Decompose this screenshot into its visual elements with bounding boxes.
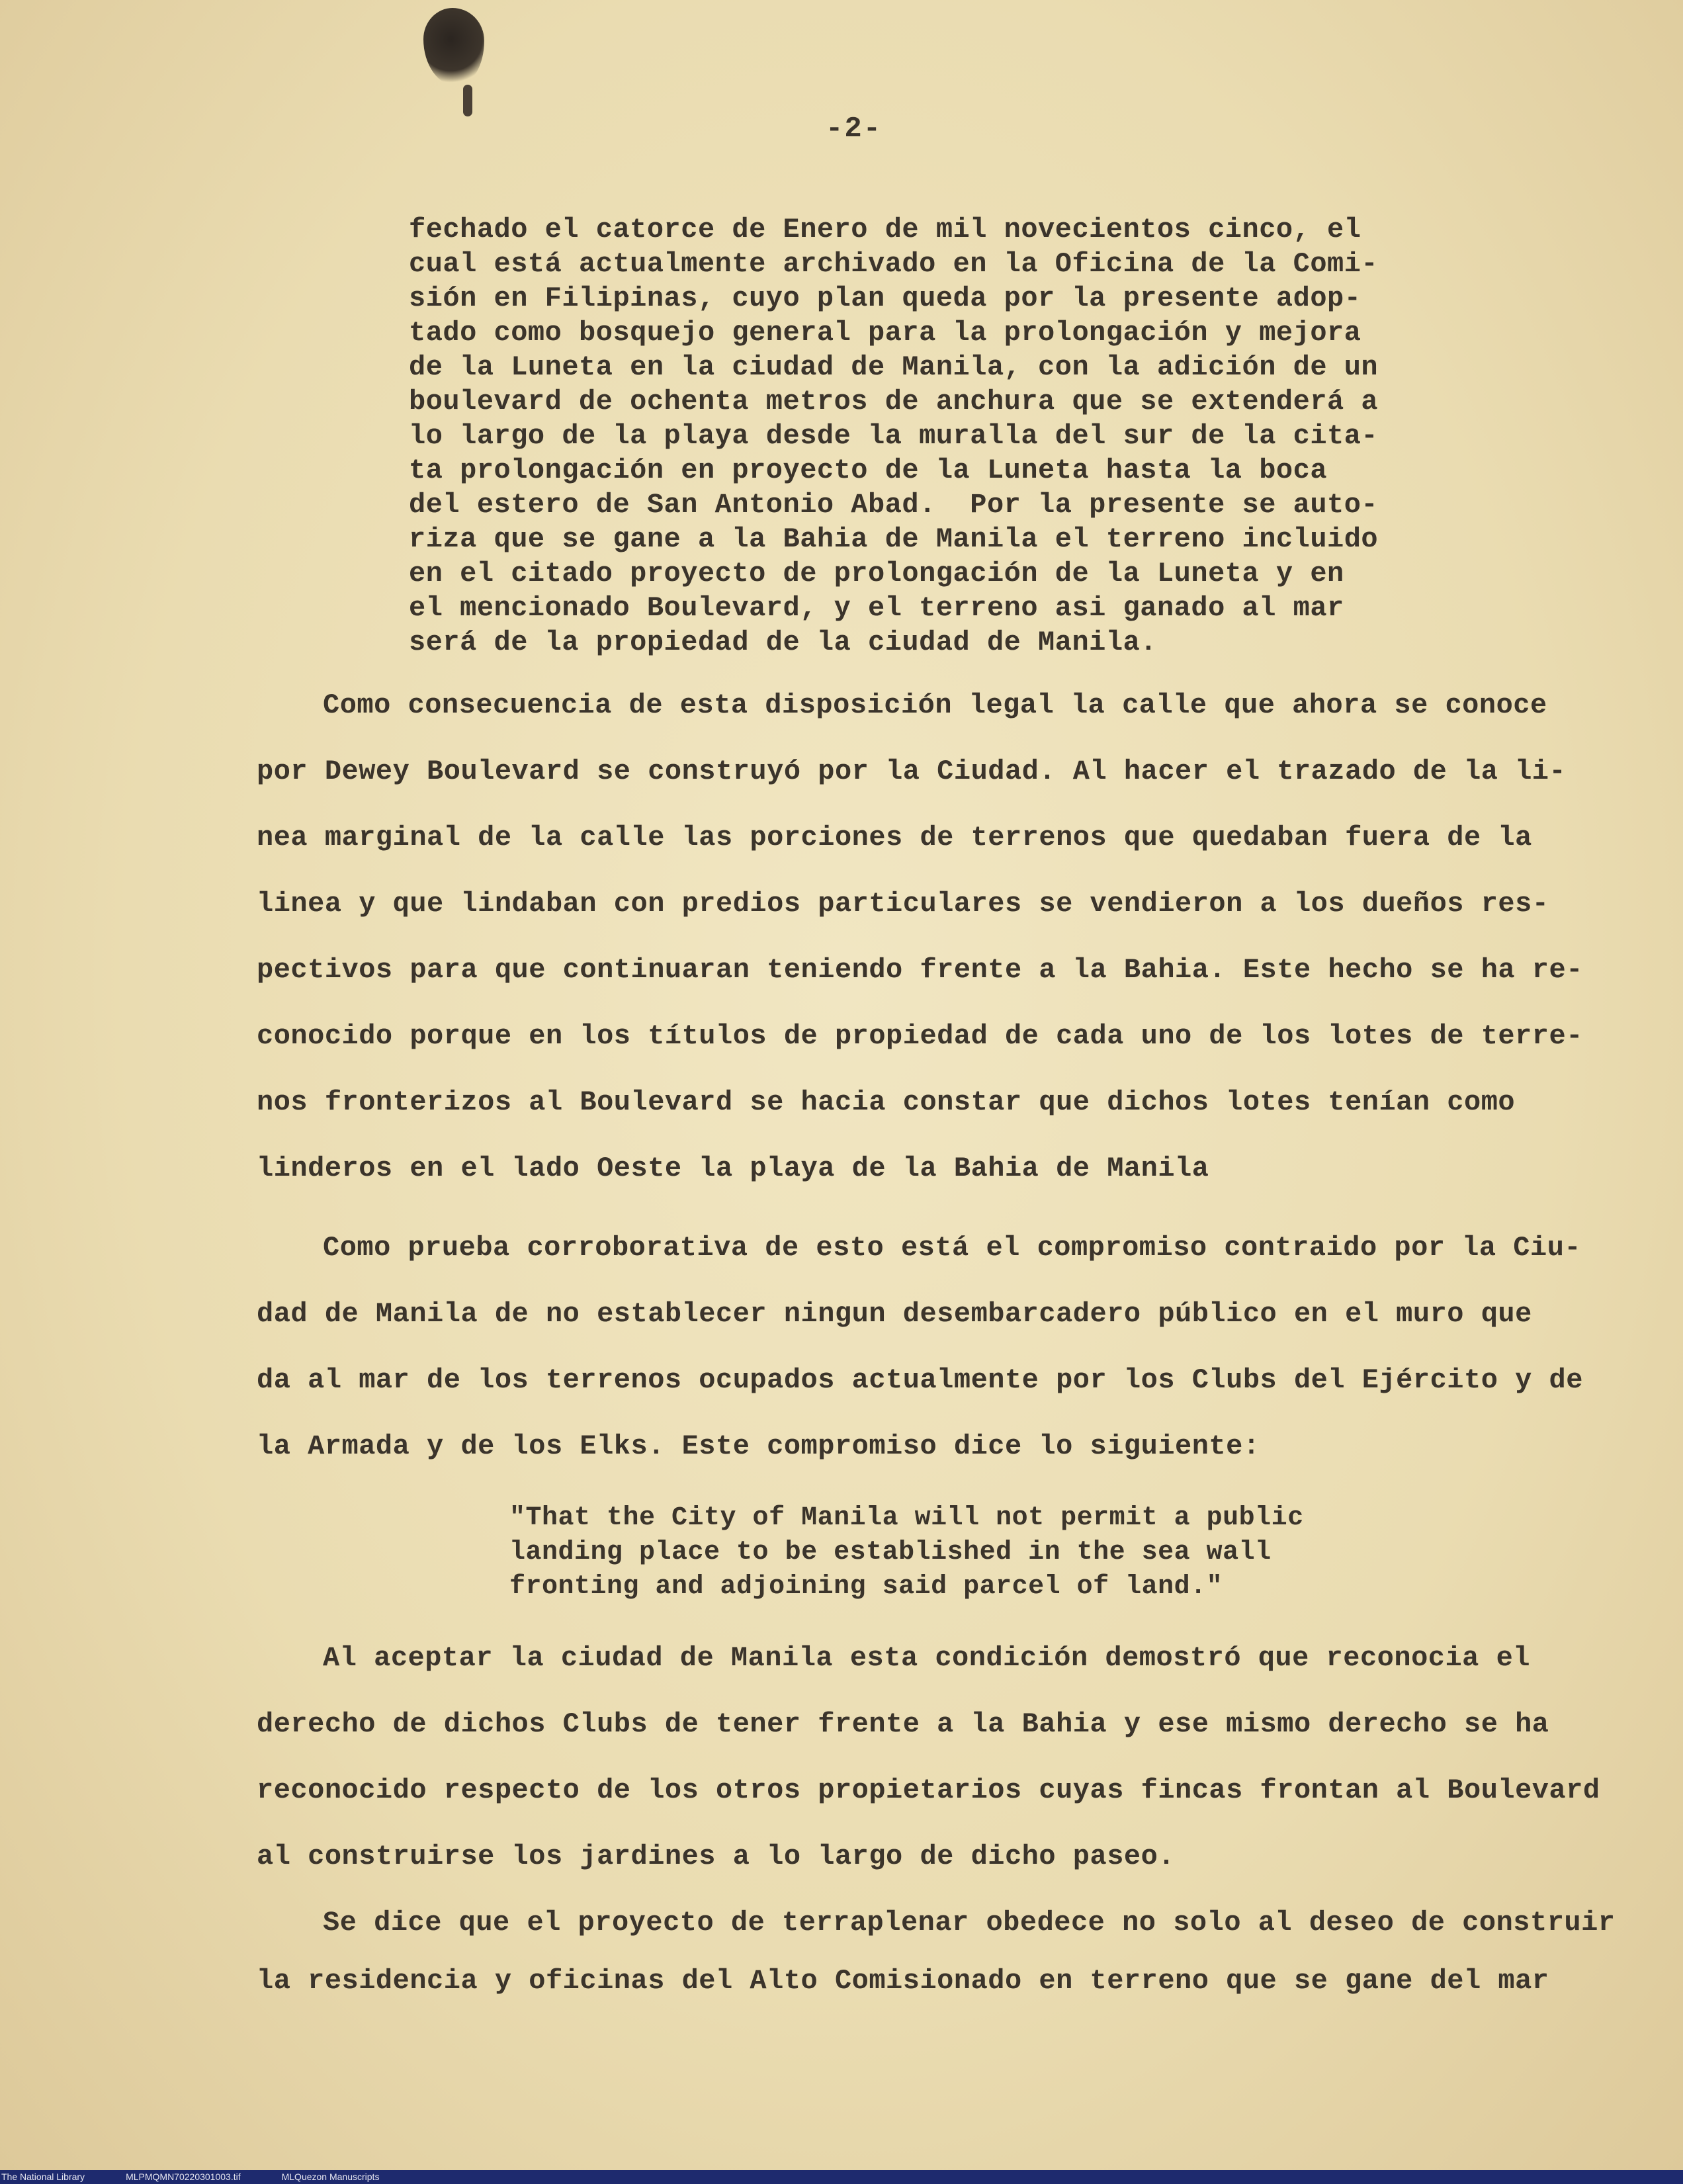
block-line: tado como bosquejo general para la prolongación y mejora bbox=[409, 317, 1361, 349]
ink-drip bbox=[463, 85, 472, 116]
collection-name: MLQuezon Manuscripts bbox=[281, 2171, 380, 2182]
paragraph-line: Como prueba corroborativa de esto está el compromiso contraido por la Ciu- bbox=[323, 1232, 1582, 1264]
paragraph-line: linea y que lindaban con predios particulares se vendieron a los dueños res- bbox=[257, 888, 1549, 920]
paragraph-line: Se dice que el proyecto de terraplenar obedece no solo al deseo de construir bbox=[323, 1907, 1616, 1939]
paragraph-line: la residencia y oficinas del Alto Comisionado en terreno que se gane del mar bbox=[257, 1965, 1549, 1997]
paragraph-line: por Dewey Boulevard se construyó por la Ciudad. Al hacer el trazado de la li- bbox=[257, 756, 1567, 787]
paragraph-line: al construirse los jardines a lo largo de dicho paseo. bbox=[257, 1841, 1176, 1872]
block-line: de la Luneta en la ciudad de Manila, con la adición de un bbox=[409, 351, 1379, 383]
paragraph-line: da al mar de los terrenos ocupados actualmente por los Clubs del Ejército y de bbox=[257, 1364, 1583, 1396]
paragraph-line: nea marginal de la calle las porciones de terrenos que quedaban fuera de la bbox=[257, 822, 1532, 853]
paragraph-line: conocido porque en los títulos de propiedad de cada uno de los lotes de terre- bbox=[257, 1020, 1583, 1052]
ink-stain bbox=[423, 8, 484, 86]
paragraph-line: linderos en el lado Oeste la playa de la Bahia de Manila bbox=[257, 1153, 1209, 1184]
paragraph-line: Como consecuencia de esta disposición legal la calle que ahora se conoce bbox=[323, 689, 1547, 721]
paragraph-line: pectivos para que continuaran teniendo frente a la Bahia. Este hecho se ha re- bbox=[257, 954, 1583, 986]
paragraph-line: dad de Manila de no establecer ningun desembarcadero público en el muro que bbox=[257, 1298, 1532, 1330]
archive-footer-bar bbox=[0, 2170, 1683, 2184]
block-line: el mencionado Boulevard, y el terreno asi ganado al mar bbox=[409, 592, 1344, 624]
block-line: sión en Filipinas, cuyo plan queda por la presente adop- bbox=[409, 283, 1361, 314]
block-line: ta prolongación en proyecto de la Luneta hasta la boca bbox=[409, 455, 1328, 486]
block-line: lo largo de la playa desde la muralla del sur de la cita- bbox=[409, 420, 1379, 452]
block-line: será de la propiedad de la ciudad de Manila. bbox=[409, 627, 1157, 658]
quote-line: "That the City of Manila will not permit a public bbox=[509, 1503, 1304, 1533]
block-line: riza que se gane a la Bahia de Manila el terreno incluido bbox=[409, 523, 1379, 555]
paragraph-line: nos fronterizos al Boulevard se hacia constar que dichos lotes tenían como bbox=[257, 1086, 1516, 1118]
file-id: MLPMQMN70220301003.tif bbox=[126, 2171, 241, 2182]
quote-line: landing place to be established in the sea wall bbox=[509, 1538, 1272, 1567]
paragraph-line: reconocido respecto de los otros propietarios cuyas fincas frontan al Boulevard bbox=[257, 1774, 1600, 1806]
block-line: cual está actualmente archivado en la Oficina de la Comi- bbox=[409, 248, 1379, 280]
page-number: -2- bbox=[826, 112, 883, 146]
paragraph-line: la Armada y de los Elks. Este compromiso dice lo siguiente: bbox=[257, 1430, 1260, 1462]
quote-line: fronting and adjoining said parcel of land." bbox=[509, 1572, 1223, 1602]
library-name: The National Library bbox=[1, 2171, 85, 2182]
paragraph-line: Al aceptar la ciudad de Manila esta condición demostró que reconocia el bbox=[323, 1642, 1530, 1674]
block-line: boulevard de ochenta metros de anchura que se extenderá a bbox=[409, 386, 1379, 417]
block-line: fechado el catorce de Enero de mil novecientos cinco, el bbox=[409, 214, 1361, 245]
paragraph-line: derecho de dichos Clubs de tener frente a la Bahia y ese mismo derecho se ha bbox=[257, 1708, 1549, 1740]
block-line: en el citado proyecto de prolongación de la Luneta y en bbox=[409, 558, 1344, 590]
block-line: del estero de San Antonio Abad. Por la presente se auto- bbox=[409, 489, 1379, 521]
